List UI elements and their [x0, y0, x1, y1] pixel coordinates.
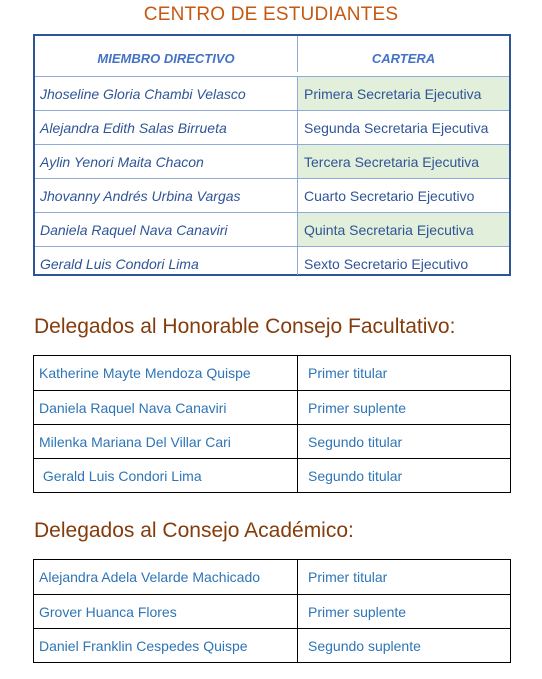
- table-row: [35, 144, 509, 179]
- delegate-name: Daniel Franklin Cespedes Quispe: [34, 629, 298, 662]
- member-role: Tercera Secretaria Ejecutiva: [298, 145, 509, 179]
- member-name: Jhovanny Andrés Urbina Vargas: [35, 179, 298, 213]
- table-header-row: [35, 36, 509, 72]
- delegate-role: Segundo suplente: [308, 638, 421, 654]
- table-row: [35, 212, 509, 247]
- delegate-role: Primer titular: [308, 569, 388, 585]
- member-role: Sexto Secretario Ejecutivo: [304, 256, 469, 272]
- delegate-role: Segundo titular: [308, 468, 403, 484]
- delegate-role: Primer titular: [308, 365, 388, 381]
- member-name: Daniela Raquel Nava Canaviri: [35, 213, 298, 247]
- table-row: [35, 76, 509, 111]
- table-row: [34, 628, 510, 662]
- centro-table: [33, 34, 511, 276]
- table-row: [34, 356, 510, 390]
- member-name: Aylin Yenori Maita Chacon: [35, 145, 298, 179]
- column-header-cartera: CARTERA: [371, 51, 436, 66]
- table-row: [34, 594, 510, 628]
- member-role: Primera Secretaria Ejecutiva: [298, 77, 509, 111]
- table-row: [34, 390, 510, 424]
- member-name: Gerald Luis Condori Lima: [35, 247, 298, 275]
- delegate-name: Grover Huanca Flores: [34, 595, 298, 628]
- honorable-table: [33, 355, 511, 493]
- member-role: Quinta Secretaria Ejecutiva: [298, 213, 509, 247]
- member-role: Cuarto Secretario Ejecutivo: [304, 188, 475, 204]
- column-header-miembro: MIEMBRO DIRECTIVO: [35, 36, 298, 72]
- delegate-name: Milenka Mariana Del Villar Cari: [34, 425, 298, 458]
- table-row: [34, 458, 510, 492]
- table-row: [34, 424, 510, 458]
- member-name: Alejandra Edith Salas Birrueta: [35, 111, 298, 145]
- member-role: Segunda Secretaria Ejecutiva: [304, 120, 489, 136]
- delegate-name: Daniela Raquel Nava Canaviri: [34, 391, 298, 424]
- section-heading-honorable: Delegados al Honorable Consejo Facultativo:: [34, 315, 456, 338]
- delegate-name: Katherine Mayte Mendoza Quispe: [34, 356, 298, 390]
- page-title: CENTRO DE ESTUDIANTES: [143, 4, 399, 25]
- member-name: Jhoseline Gloria Chambi Velasco: [35, 77, 298, 111]
- delegate-name: Gerald Luis Condori Lima: [34, 459, 298, 492]
- delegate-role: Segundo titular: [308, 434, 403, 450]
- delegate-name: Alejandra Adela Velarde Machicado: [34, 560, 298, 594]
- table-row: [34, 560, 510, 594]
- academico-table: [33, 559, 511, 663]
- section-heading-academico: Delegados al Consejo Académico:: [34, 519, 354, 542]
- delegate-role: Primer suplente: [308, 604, 407, 620]
- table-row: [35, 178, 509, 213]
- table-row: [35, 246, 509, 275]
- delegate-role: Primer suplente: [308, 400, 407, 416]
- table-row: [35, 110, 509, 145]
